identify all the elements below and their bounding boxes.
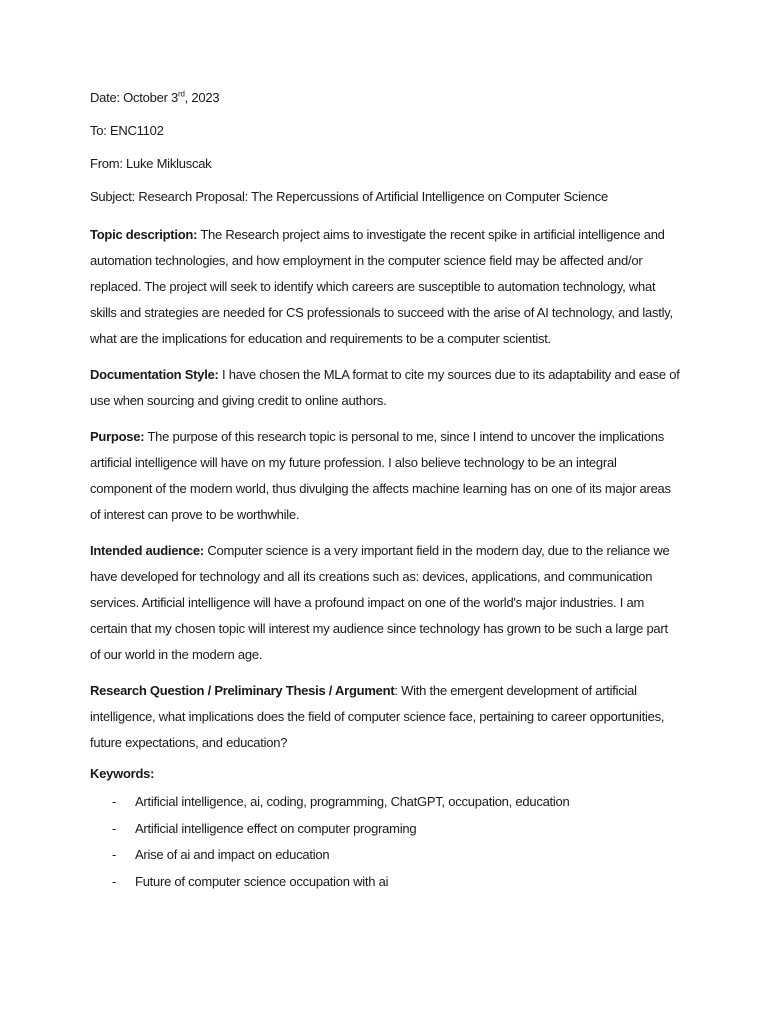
keyword-item [90, 874, 680, 901]
documentation-style-paragraph [90, 362, 680, 414]
date-ordinal-suffix: rd [178, 89, 185, 99]
research-question-text: : With the emergent development of artificial intelligence, what implications does the field of computer science face, pertaining to career opportunities, future expectations, and education? [90, 683, 665, 750]
keyword-text: Artificial intelligence effect on computer programing [135, 820, 417, 836]
intended-audience-paragraph [90, 538, 680, 668]
bullet-dash: - [112, 847, 117, 862]
date-line [90, 90, 680, 106]
bullet-dash: - [112, 820, 117, 836]
intended-audience-label: Intended audience: [90, 543, 204, 558]
keywords-heading: Keywords: [90, 766, 155, 781]
keyword-item [90, 794, 680, 821]
memo-body [90, 90, 680, 900]
topic-description-label: Topic description: [90, 227, 198, 242]
date-year: , 2023 [184, 90, 220, 105]
purpose-paragraph [90, 424, 680, 528]
from-line: From: Luke Mikluscak [90, 156, 212, 171]
keyword-text: Arise of ai and impact on education [135, 847, 330, 862]
keyword-item [90, 821, 680, 848]
keywords-list [90, 794, 680, 900]
keyword-item [90, 847, 680, 874]
bullet-dash: - [112, 873, 117, 889]
documentation-style-label: Documentation Style: [90, 367, 219, 382]
keyword-text: Future of computer science occupation with ai [135, 873, 389, 889]
keyword-text: Artificial intelligence, ai, coding, programming, ChatGPT, occupation, education [135, 794, 570, 809]
to-line: To: ENC1102 [90, 123, 164, 138]
purpose-text: The purpose of this research topic is personal to me, since I intend to uncover the implications artificial intelligence will have on my future profession. I also believe technology to be an integral component of the modern world, thus divulging the affects machine learning has on one of its major areas of interest can prove to be worthwhile. [90, 429, 671, 522]
subject-line: Subject: Research Proposal: The Repercussions of Artificial Intelligence on Computer Science [90, 189, 608, 204]
documentation-style-text: I have chosen the MLA format to cite my sources due to its adaptability and ease of use when sourcing and giving credit to online authors. [90, 367, 680, 408]
topic-description-paragraph [90, 222, 680, 352]
purpose-label: Purpose: [90, 429, 145, 444]
intended-audience-text: Computer science is a very important field in the modern day, due to the reliance we have developed for technology and all its creations such as: devices, applications, and communication services. Artificial intelligence will have a profound impact on one of the world's major industries. I am certain that my chosen topic will interest my audience since technology has grown to be such a large part of our world in the modern age. [90, 543, 670, 662]
topic-description-text: The Research project aims to investigate the recent spike in artificial intelligence and automation technologies, and how employment in the computer science field may be affected and/or replaced. The project will seek to identify which careers are susceptible to automation technology, what skills and strategies are needed for CS professionals to succeed with the arise of AI technology, and lastly, what are the implications for education and requirements to be a computer scientist. [90, 227, 673, 346]
research-question-label: Research Question / Preliminary Thesis / Argument [90, 683, 395, 698]
research-question-paragraph [90, 678, 680, 756]
bullet-dash: - [112, 794, 117, 809]
date-label: Date: October 3 [90, 90, 179, 105]
